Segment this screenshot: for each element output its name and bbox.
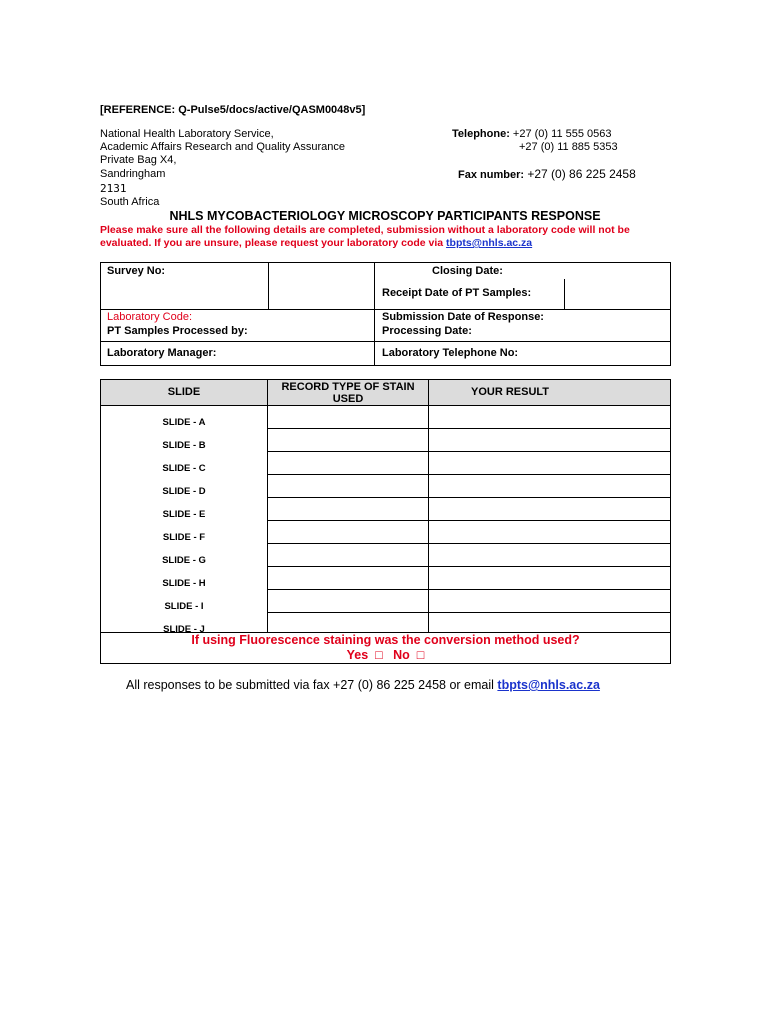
- form-title: NHLS MYCOBACTERIOLOGY MICROSCOPY PARTICIPANTS RESPONSE: [169, 209, 601, 223]
- table-row: SLIDE - B: [162, 440, 206, 451]
- fax-block: [458, 167, 636, 181]
- warning-notice: [100, 224, 660, 250]
- table-row: SLIDE - H: [162, 578, 206, 589]
- address-line: Sandringham: [100, 167, 166, 180]
- email-link[interactable]: tbpts@nhls.ac.za: [497, 678, 600, 692]
- table-row: SLIDE - C: [162, 463, 206, 474]
- telephone-number: +27 (0) 11 555 0563: [512, 128, 612, 140]
- telephone-number: +27 (0) 11 885 5353: [519, 141, 618, 154]
- lab-manager-label: Laboratory Manager:: [107, 347, 217, 359]
- address-line: South Africa: [100, 195, 160, 208]
- warning-text: Please make sure all the following details are completed, submission without a laboratory code will not be evaluated. If you are unsure, please request your laboratory code via: [100, 224, 630, 249]
- processing-date-label: Processing Date:: [382, 325, 472, 337]
- no-checkbox[interactable]: □: [416, 648, 425, 662]
- table-row: SLIDE - G: [162, 555, 206, 566]
- table-row: SLIDE - D: [162, 486, 206, 497]
- survey-no-field[interactable]: [269, 263, 374, 309]
- reference-code: [REFERENCE: Q-Pulse5/docs/active/QASM0048v5]: [100, 104, 366, 116]
- closing-date-label: Closing Date:: [432, 265, 503, 277]
- fax-number: +27 (0) 86 225 2458: [527, 167, 636, 181]
- table-row: SLIDE - J: [163, 624, 205, 635]
- slides-table: [100, 379, 671, 664]
- yes-label: Yes: [346, 648, 369, 662]
- participant-details-table: [100, 262, 671, 366]
- header-stain: RECORD TYPE OF STAIN USED: [281, 381, 415, 405]
- email-link[interactable]: tbpts@nhls.ac.za: [446, 237, 533, 249]
- table-row: SLIDE - I: [164, 601, 204, 612]
- table-row: SLIDE - A: [162, 417, 206, 428]
- address-line: Private Bag X4,: [100, 154, 177, 167]
- fax-label: Fax number:: [458, 169, 525, 181]
- survey-no-label: Survey No:: [107, 265, 166, 277]
- fluorescence-question-block: [101, 633, 670, 663]
- address-postal-code: 2131: [100, 181, 127, 195]
- lab-code-label: Laboratory Code:: [107, 311, 192, 323]
- lab-telephone-label: Laboratory Telephone No:: [382, 347, 519, 359]
- address-line: Academic Affairs Research and Quality Assurance: [100, 141, 345, 154]
- no-label: No: [393, 648, 410, 662]
- telephone-block: [452, 128, 618, 155]
- address-block: [100, 128, 345, 209]
- submission-date-label: Submission Date of Response:: [382, 311, 544, 323]
- receipt-date-field[interactable]: [565, 279, 670, 309]
- yes-checkbox[interactable]: □: [375, 648, 383, 662]
- telephone-label: Telephone:: [452, 128, 510, 140]
- fluorescence-question: If using Fluorescence staining was the conversion method used?: [191, 633, 580, 647]
- table-row: SLIDE - F: [162, 532, 206, 543]
- header-slide: SLIDE: [167, 386, 201, 398]
- submission-instructions: [126, 678, 600, 692]
- submission-text: All responses to be submitted via fax +27 (0) 86 225 2458 or email: [126, 678, 498, 692]
- pt-processed-label: PT Samples Processed by:: [107, 325, 248, 337]
- table-row: SLIDE - E: [162, 509, 206, 520]
- address-line: National Health Laboratory Service,: [100, 128, 274, 140]
- receipt-date-label: Receipt Date of PT Samples:: [382, 287, 532, 299]
- header-result: YOUR RESULT: [470, 386, 550, 398]
